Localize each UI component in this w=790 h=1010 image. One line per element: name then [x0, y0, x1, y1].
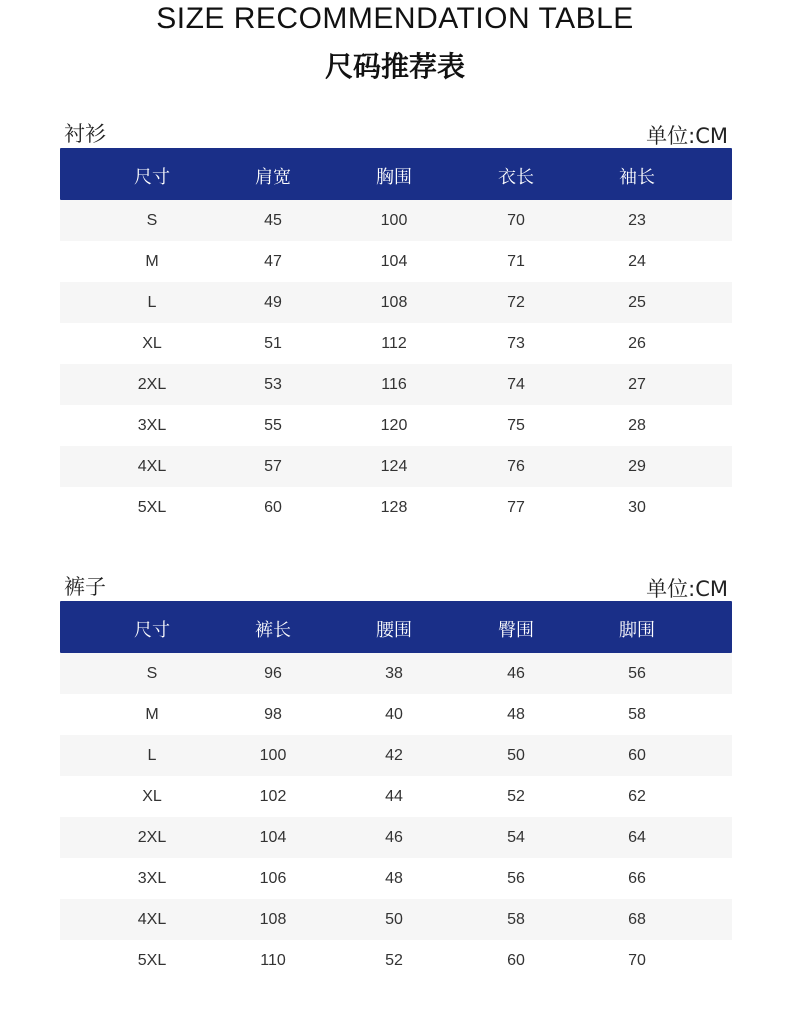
table-cell: 4XL: [137, 911, 167, 928]
column-header: 肩宽: [255, 167, 291, 188]
table-cell: 112: [381, 335, 407, 352]
table-cell: 4XL: [137, 458, 167, 475]
table-cell: 56: [507, 870, 525, 887]
table-cell: 50: [385, 911, 403, 928]
table-cell: 70: [507, 212, 525, 229]
table-cell: 48: [385, 870, 403, 887]
table-cell: 23: [628, 212, 646, 229]
table-cell: 5XL: [137, 952, 167, 969]
table-cell: 30: [628, 499, 646, 516]
table-row: [60, 446, 732, 487]
pants-unit-label: 单位:CM: [646, 577, 728, 601]
table-cell: 120: [380, 417, 408, 434]
shirt-unit-label: 单位:CM: [646, 124, 728, 148]
table-cell: 46: [385, 829, 403, 846]
shirt-section-header: [60, 118, 732, 148]
column-header: 脚围: [619, 620, 655, 641]
table-cell: 52: [507, 788, 525, 805]
table-cell: 66: [628, 870, 646, 887]
table-cell: 50: [507, 747, 525, 764]
table-cell: 116: [381, 376, 407, 393]
table-cell: 3XL: [137, 870, 167, 887]
column-header: 尺寸: [134, 620, 170, 641]
table-cell: 100: [259, 747, 287, 764]
table-cell: 5XL: [137, 499, 167, 516]
table-row: [60, 364, 732, 405]
table-cell: 128: [380, 499, 408, 516]
table-cell: 110: [260, 952, 286, 969]
table-cell: 53: [264, 376, 282, 393]
table-cell: 54: [507, 829, 525, 846]
table-cell: 47: [264, 253, 282, 270]
table-cell: 72: [507, 294, 525, 311]
table-row: [60, 405, 732, 446]
table-row: [60, 776, 732, 817]
shirt-section-title: 衬衫: [64, 122, 106, 146]
table-cell: 124: [380, 458, 408, 475]
table-row: [60, 282, 732, 323]
table-cell: 108: [380, 294, 408, 311]
table-cell: S: [146, 212, 158, 229]
table-cell: 75: [507, 417, 525, 434]
table-cell: 74: [507, 376, 525, 393]
table-row: [60, 323, 732, 364]
table-cell: 60: [628, 747, 646, 764]
table-row: [60, 487, 732, 528]
table-cell: 45: [264, 212, 282, 229]
table-cell: 77: [507, 499, 525, 516]
table-row: [60, 899, 732, 940]
table-cell: S: [146, 665, 158, 682]
pants-size-section: [60, 571, 732, 981]
table-cell: L: [147, 294, 157, 311]
table-row: [60, 858, 732, 899]
table-cell: 70: [628, 952, 646, 969]
table-cell: 106: [259, 870, 287, 887]
table-row: [60, 817, 732, 858]
column-header: 臀围: [498, 620, 534, 641]
table-cell: 71: [507, 253, 525, 270]
table-cell: 26: [628, 335, 646, 352]
table-cell: 60: [507, 952, 525, 969]
table-cell: 24: [628, 253, 646, 270]
table-cell: 2XL: [137, 376, 167, 393]
table-cell: 46: [507, 665, 525, 682]
column-header: 尺寸: [134, 167, 170, 188]
table-cell: 100: [380, 212, 408, 229]
table-cell: 29: [628, 458, 646, 475]
table-cell: L: [147, 747, 157, 764]
table-cell: 108: [259, 911, 287, 928]
column-header: 衣长: [498, 167, 534, 188]
page-title-cn: 尺码推荐表: [324, 50, 465, 83]
table-cell: 40: [385, 706, 403, 723]
table-cell: 52: [385, 952, 403, 969]
table-cell: 62: [628, 788, 646, 805]
table-cell: 58: [628, 706, 646, 723]
table-cell: 104: [380, 253, 408, 270]
table-cell: 68: [628, 911, 646, 928]
pants-section-header: [60, 571, 732, 601]
table-cell: M: [145, 253, 159, 270]
table-cell: 49: [264, 294, 282, 311]
table-row: [60, 694, 732, 735]
table-cell: 48: [507, 706, 525, 723]
column-header: 裤长: [255, 620, 291, 641]
table-cell: 58: [507, 911, 525, 928]
table-cell: 28: [628, 417, 646, 434]
table-row: [60, 241, 732, 282]
table-cell: M: [145, 706, 159, 723]
table-cell: 98: [264, 706, 282, 723]
table-cell: 2XL: [137, 829, 167, 846]
table-cell: 38: [385, 665, 403, 682]
pants-table-header: [60, 601, 732, 653]
pants-section-title: 裤子: [64, 575, 106, 599]
table-cell: 57: [264, 458, 282, 475]
table-cell: 64: [628, 829, 646, 846]
table-cell: 96: [264, 665, 282, 682]
shirt-size-section: [60, 118, 732, 528]
shirt-table-header: [60, 148, 732, 200]
table-cell: 3XL: [137, 417, 167, 434]
table-cell: 104: [259, 829, 287, 846]
column-header: 胸围: [376, 167, 412, 188]
table-row: [60, 653, 732, 694]
table-cell: 56: [628, 665, 646, 682]
table-cell: 27: [628, 376, 646, 393]
table-cell: 55: [264, 417, 282, 434]
table-row: [60, 200, 732, 241]
table-cell: 102: [259, 788, 287, 805]
table-row: [60, 940, 732, 981]
column-header: 袖长: [619, 167, 655, 188]
table-cell: XL: [142, 335, 162, 352]
table-cell: 73: [507, 335, 525, 352]
table-row: [60, 735, 732, 776]
column-header: 腰围: [376, 620, 412, 641]
table-cell: 76: [507, 458, 525, 475]
table-cell: XL: [142, 788, 162, 805]
table-cell: 25: [628, 294, 646, 311]
table-cell: 51: [264, 335, 282, 352]
table-cell: 42: [385, 747, 403, 764]
table-cell: 60: [264, 499, 282, 516]
table-cell: 44: [385, 788, 403, 805]
page-title-en: SIZE RECOMMENDATION TABLE: [156, 2, 634, 35]
